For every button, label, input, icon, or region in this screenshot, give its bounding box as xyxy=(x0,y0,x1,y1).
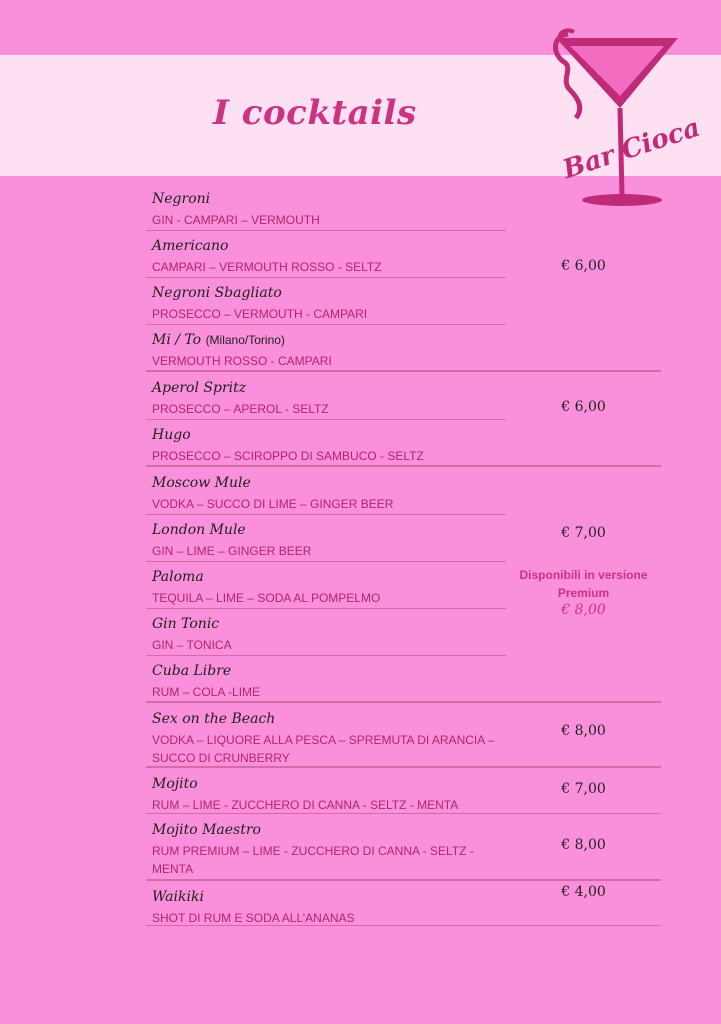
price-group-4 xyxy=(146,704,661,766)
item-name: Mojito Maestro xyxy=(152,822,261,838)
price-group-6 xyxy=(146,815,661,879)
menu-item xyxy=(146,656,506,703)
price-group-1 xyxy=(146,184,661,370)
item-description: TEQUILA – LIME – SODA AL POMPELMO xyxy=(152,591,381,605)
menu-item xyxy=(146,515,506,562)
item-name: Negroni Sbagliato xyxy=(152,285,282,301)
item-description: VODKA – SUCCO DI LIME – GINGER BEER xyxy=(152,497,394,511)
item-description: RUM PREMIUM – LIME - ZUCCHERO DI CANNA - SELTZ - MENTA xyxy=(152,844,474,876)
item-description: PROSECCO – APEROL - SELTZ xyxy=(152,402,329,416)
menu-item xyxy=(146,373,506,420)
premium-price: € 8,00 xyxy=(561,602,606,618)
group-price: € 7,00 xyxy=(561,781,606,797)
premium-note: Disponibili in versione Premium xyxy=(519,568,648,600)
group-price: € 7,00 xyxy=(561,525,606,541)
group-divider xyxy=(146,766,661,768)
menu-item xyxy=(146,468,506,515)
group-price: € 6,00 xyxy=(561,258,606,274)
item-name: Paloma xyxy=(152,569,204,585)
group-divider xyxy=(146,925,661,926)
menu-item xyxy=(146,231,506,278)
item-name: Gin Tonic xyxy=(152,616,220,632)
logo-text: Bar Cioca xyxy=(559,112,704,186)
menu-item xyxy=(146,184,506,231)
item-name: Hugo xyxy=(152,427,191,443)
item-description: GIN – LIME – GINGER BEER xyxy=(152,544,312,558)
item-description: VERMOUTH ROSSO - CAMPARI xyxy=(152,354,332,368)
item-description: VODKA – LIQUORE ALLA PESCA – SPREMUTA DI ARANCIA – SUCCO DI CRUNBERRY xyxy=(152,733,495,765)
item-name: Americano xyxy=(152,238,229,254)
group-price: € 8,00 xyxy=(561,723,606,739)
menu-item xyxy=(146,562,506,609)
menu-item xyxy=(146,704,506,766)
item-description: CAMPARI – VERMOUTH ROSSO - SELTZ xyxy=(152,260,382,274)
menu-item xyxy=(146,278,506,325)
group-divider xyxy=(146,370,661,372)
item-note: (Milano/Torino) xyxy=(205,333,285,347)
item-description: GIN – TONICA xyxy=(152,638,232,652)
item-name: Mojito xyxy=(152,776,198,792)
group-divider xyxy=(146,813,661,814)
price-group-7 xyxy=(146,882,661,926)
item-description: RUM – COLA -LIME xyxy=(152,685,261,699)
item-description: SHOT DI RUM E SODA ALL’ANANAS xyxy=(152,911,355,925)
menu-item xyxy=(146,769,506,813)
menu-item xyxy=(146,325,506,372)
menu-item xyxy=(146,815,506,879)
group-price: € 4,00 xyxy=(561,884,606,900)
item-name: Waikiki xyxy=(152,889,204,905)
item-name xyxy=(152,331,506,349)
group-price: € 6,00 xyxy=(561,399,606,415)
item-description: PROSECCO – SCIROPPO DI SAMBUCO - SELTZ xyxy=(152,449,424,463)
price-group-5 xyxy=(146,769,661,813)
item-name: Cuba Libre xyxy=(152,663,232,679)
menu-item xyxy=(146,420,506,467)
price-group-3 xyxy=(146,468,661,701)
item-name: Moscow Mule xyxy=(152,475,251,491)
group-divider xyxy=(146,701,661,703)
page-title: I cocktails xyxy=(213,93,417,133)
item-name: Negroni xyxy=(152,191,211,207)
item-description: GIN - CAMPARI – VERMOUTH xyxy=(152,213,320,227)
item-name: Sex on the Beach xyxy=(152,711,276,727)
item-name: London Mule xyxy=(152,522,246,538)
menu-item xyxy=(146,609,506,656)
price-group-2 xyxy=(146,373,661,466)
item-name-text: Mi / To xyxy=(152,332,202,348)
group-price: € 8,00 xyxy=(561,837,606,853)
group-divider xyxy=(146,879,661,881)
group-divider xyxy=(146,465,661,467)
item-name: Aperol Spritz xyxy=(152,380,247,396)
item-description: RUM – LIME - ZUCCHERO DI CANNA - SELTZ - MENTA xyxy=(152,798,459,812)
item-description: PROSECCO – VERMOUTH - CAMPARI xyxy=(152,307,368,321)
menu-item xyxy=(146,882,506,926)
